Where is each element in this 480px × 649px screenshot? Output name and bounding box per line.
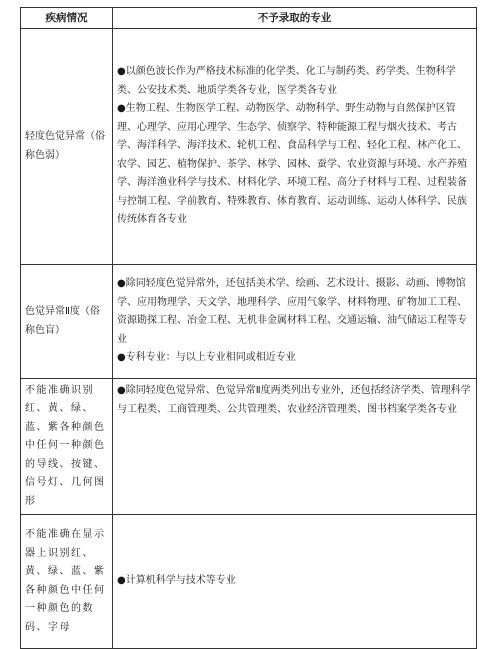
- restriction-item: ●生物工程、生物医学工程、动物医学、动物科学、野生动物与自然保护区管理、心理学、应用心理学、生态学、侦察学、特种能源工程与烟火技术、考古学、海洋科学、海洋技术、轮机工程、食品科学与工程、轻化工程、林产化工、农学、园艺、植物保护、茶学、林学、园林、蚕学、农业资源与环境、水产养殖学、海洋渔业科学与技术、材料化学、环境工程、高分子材料与工程、过程装备与控制工程、学前教育、特殊教育、体育教育、运动训练、运动人体科学、民族传统体育各专业: [117, 103, 467, 226]
- table-row: [21, 29, 477, 265]
- condition-cell: 不能准确识别红、黄、绿、蓝、紫各种颜色中任何一种颜色的导线、按键、信号灯、几何图形: [21, 379, 113, 515]
- table-row: [21, 515, 477, 649]
- restrictions-cell: [113, 379, 477, 515]
- table-row: [21, 265, 477, 379]
- condition-cell: 不能准确在显示器上识别红、黄、绿、蓝、紫各种颜色中任何一种颜色的数码、字母: [21, 515, 113, 649]
- restriction-item: ●除同轻度色觉异常、色觉异常Ⅱ度两类列出专业外，还包括经济学类、管理科学与工程类、工商管理类、公共管理类、农业经济管理类、图书档案学类各专业: [117, 385, 471, 415]
- restrictions-cell: [113, 265, 477, 379]
- restriction-item: ●专科专业：与以上专业相同或相近专业: [117, 352, 296, 364]
- admission-restriction-table: [20, 7, 477, 649]
- table-row: [21, 379, 477, 515]
- document: [20, 7, 476, 649]
- condition-cell: 色觉异常Ⅱ度（俗称色盲）: [21, 265, 113, 379]
- header-condition: 疾病情况: [21, 8, 113, 29]
- restriction-item: ●除同轻度色觉异常外，还包括美术学、绘画、艺术设计、摄影、动画、博物馆学、应用物理学、天文学、地理科学、应用气象学、材料物理、矿物加工工程、资源勘探工程、冶金工程、无机非金属材料工程、交通运输、油气储运工程等专业: [117, 278, 467, 345]
- restriction-item: ●以颜色波长作为严格技术标准的化学类、化工与制药类、药学类、生物科学类、公安技术类、地质学类各专业，医学类各专业: [117, 66, 456, 96]
- restrictions-cell: [113, 515, 477, 649]
- restrictions-cell: [113, 29, 477, 265]
- header-row: [21, 8, 477, 29]
- condition-cell: 轻度色觉异常（俗称色弱）: [21, 29, 113, 265]
- header-restricted-majors: 不予录取的专业: [113, 8, 477, 29]
- restriction-item: ●计算机科学与技术等专业: [117, 575, 236, 587]
